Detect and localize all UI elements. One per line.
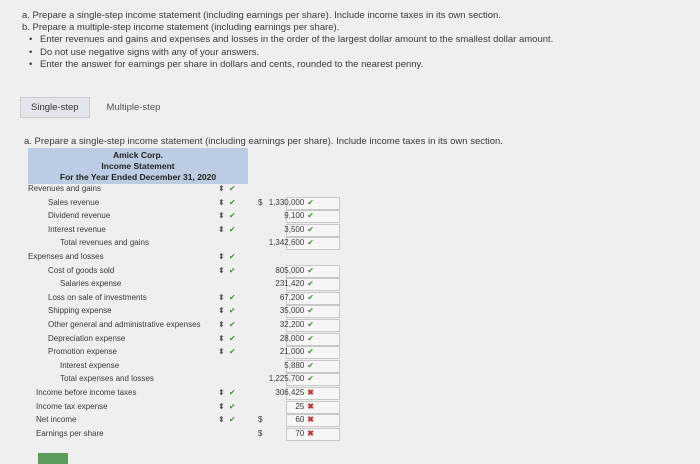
amount-value: 28,000 ✔ [279,333,314,343]
statement-row [26,266,316,277]
check-icon: ✔ [228,320,237,329]
amount-value: 3,500 ✔ [284,224,314,234]
instruction-bullets [22,34,682,71]
row-label[interactable]: Loss on sale of investments [48,292,147,302]
amount-value: 231,420 ✔ [275,279,314,289]
account-dropdown-icon[interactable]: ⬍ ✔ [218,401,237,411]
statement-row [26,293,316,304]
amount-value: 60 ✖ [295,415,314,425]
check-icon: ✔ [307,306,314,316]
account-dropdown-icon[interactable]: ⬍ ✔ [218,415,237,425]
row-label[interactable]: Promotion expense [48,347,117,357]
tab-single-step[interactable]: Single-step [20,97,90,118]
statement-row [26,402,316,413]
account-dropdown-icon[interactable]: ⬍ ✔ [218,211,237,221]
check-icon: ✔ [307,279,314,289]
amount-value: 35,000 ✔ [279,306,314,316]
account-dropdown-icon[interactable]: ⬍ ✔ [218,184,237,193]
row-label[interactable]: Total revenues and gains [60,238,149,248]
check-icon: ✔ [228,184,237,193]
row-label[interactable]: Depreciation expense [48,333,126,343]
check-icon: ✔ [307,265,314,275]
bullet-2: • Do not use negative signs with any of your answers. [40,47,682,59]
row-label[interactable]: Salaries expense [60,279,122,289]
row-label[interactable]: Interest revenue [48,224,106,234]
statement-tabs [20,97,171,118]
account-dropdown-icon[interactable]: ⬍ ✔ [218,306,237,316]
amount-value: 1,225,700 ✔ [268,374,314,384]
statement-row [26,279,316,290]
section-heading: a. Prepare a single-step income statement (including earnings per share). Include income taxes in its own section. [24,136,503,147]
statement-row [26,211,316,222]
check-icon: ✔ [228,265,237,275]
check-icon: ✔ [307,347,314,357]
cross-icon: ✖ [307,401,314,411]
cross-icon: ✖ [307,415,314,425]
check-icon: ✔ [307,211,314,221]
check-icon: ✔ [307,374,314,384]
statement-row [26,306,316,317]
row-label[interactable]: Net income [36,415,77,425]
statement-row [26,347,316,358]
statement-row [26,320,316,331]
statement-row [26,252,316,263]
tab-multiple-step[interactable]: Multiple-step [106,102,161,113]
statement-row [26,184,316,195]
check-icon: ✔ [307,320,314,329]
check-icon: ✔ [228,292,237,302]
statement-title: Income Statement [101,161,175,171]
check-icon: ✔ [307,292,314,302]
bullet-1: • Enter revenues and gains and expenses and losses in the order of the largest dollar amount to the smallest dollar amount. [40,34,682,46]
account-dropdown-icon[interactable]: ⬍ ✔ [218,197,237,207]
cross-icon: ✖ [307,388,314,397]
check-icon: ✔ [228,415,237,425]
check-icon: ✔ [228,306,237,316]
statement-row [26,334,316,345]
row-label[interactable]: Total expenses and losses [60,374,154,384]
amount-value: 32,200 ✔ [279,320,314,329]
instructions [22,10,682,71]
amount-value: 67,200 ✔ [279,292,314,302]
row-label[interactable]: Sales revenue [48,197,100,207]
amount-value: 1,330,000 ✔ [268,197,314,207]
row-label[interactable]: Shipping expense [48,306,112,316]
amount-value: 5,880 ✔ [284,360,314,370]
statement-row [26,429,316,440]
dollar-sign: $ [258,415,263,425]
cross-icon: ✖ [307,428,314,438]
amount-value: 306,425 ✖ [275,388,314,397]
row-label[interactable]: Income tax expense [36,401,108,411]
account-dropdown-icon[interactable]: ⬍ ✔ [218,252,237,261]
amount-value: 9,100 ✔ [284,211,314,221]
check-icon: ✔ [307,224,314,234]
statement-row [26,238,316,249]
check-icon: ✔ [228,252,237,261]
check-button[interactable] [38,453,68,464]
account-dropdown-icon[interactable]: ⬍ ✔ [218,333,237,343]
row-label[interactable]: Income before income taxes [36,388,137,397]
statement-row [26,415,316,426]
row-label[interactable]: Interest expense [60,360,120,370]
company-name: Amick Corp. [112,150,164,160]
statement-row [26,361,316,372]
statement-header [28,148,248,184]
check-icon: ✔ [228,347,237,357]
check-icon: ✔ [228,333,237,343]
row-label[interactable]: Cost of goods sold [48,265,115,275]
amount-value: 25 ✖ [295,401,314,411]
check-icon: ✔ [228,388,237,397]
account-dropdown-icon[interactable]: ⬍ ✔ [218,292,237,302]
amount-value: 1,342,600 ✔ [268,238,314,248]
statement-row [26,388,316,399]
check-icon: ✔ [228,224,237,234]
dollar-sign: $ [258,197,263,207]
check-icon: ✔ [307,360,314,370]
account-dropdown-icon[interactable]: ⬍ ✔ [218,265,237,275]
instruction-b: b. Prepare a multiple-step income statement (including earnings per share). [22,22,340,34]
amount-value: 21,000 ✔ [279,347,314,357]
statement-row [26,198,316,209]
check-icon: ✔ [307,238,314,248]
check-icon: ✔ [307,333,314,343]
row-label[interactable]: Revenues and gains [28,184,101,193]
row-label[interactable]: Expenses and losses [28,252,104,261]
check-icon: ✔ [307,197,314,207]
row-label[interactable]: Earnings per share [36,428,104,438]
statement-row [26,225,316,236]
instruction-a: a. Prepare a single-step income statement (including earnings per share). Include income taxes in its own section. [22,10,501,21]
check-icon: ✔ [228,197,237,207]
account-dropdown-icon[interactable]: ⬍ ✔ [218,347,237,357]
row-label[interactable]: Dividend revenue [48,211,111,221]
account-dropdown-icon[interactable]: ⬍ ✔ [218,388,237,397]
amount-value: 805,000 ✔ [275,265,314,275]
bullet-3: • Enter the answer for earnings per share in dollars and cents, rounded to the nearest penny. [40,59,682,71]
check-icon: ✔ [228,211,237,221]
statement-row [26,374,316,385]
account-dropdown-icon[interactable]: ⬍ ✔ [218,224,237,234]
check-icon: ✔ [228,401,237,411]
account-dropdown-icon[interactable]: ⬍ ✔ [218,320,237,329]
amount-value: 70 ✖ [295,428,314,438]
row-label[interactable]: Other general and administrative expenses [48,320,201,329]
statement-period: For the Year Ended December 31, 2020 [59,172,217,182]
dollar-sign: $ [258,428,263,438]
